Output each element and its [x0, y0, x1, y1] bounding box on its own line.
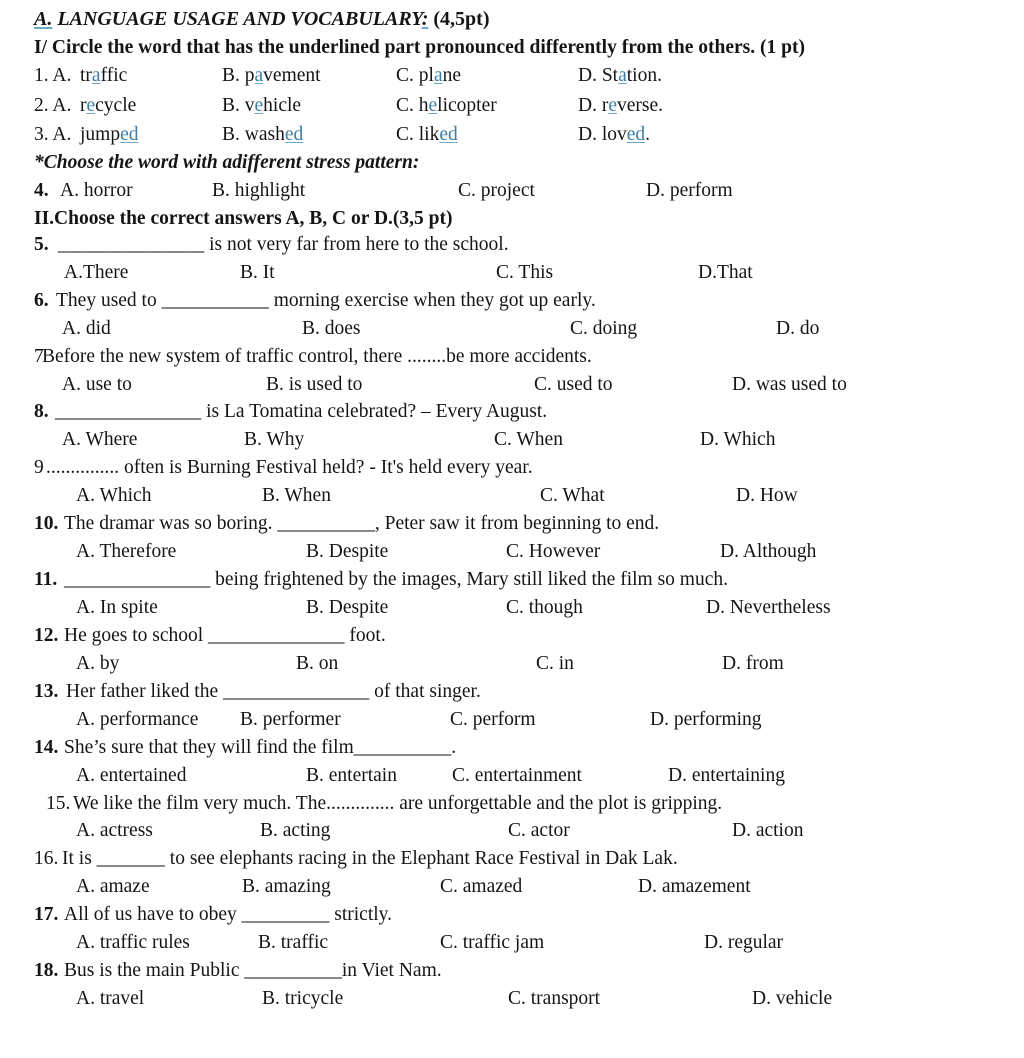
question-17-stem: [0, 901, 1024, 928]
question-7-stem: [0, 343, 1024, 370]
option-a: A. travel: [76, 988, 145, 1009]
question-10-stem: [0, 510, 1024, 537]
option-a: A. Which: [76, 485, 152, 506]
option-b: B. acting: [260, 820, 331, 841]
question-8-options: [0, 426, 1024, 453]
option-d: D. vehicle: [752, 988, 833, 1009]
section-points: (4,5pt): [428, 8, 490, 30]
question-text: Her father liked the _______________ of that singer.: [66, 681, 481, 702]
option-c: C. What: [540, 485, 605, 506]
question-text: Before the new system of traffic control, there ........be more accidents.: [42, 346, 592, 367]
option-a: A. Therefore: [76, 541, 177, 562]
option-a: A. performance: [76, 709, 199, 730]
option-d: D. regular: [704, 932, 784, 953]
question-15-stem: [0, 790, 1024, 817]
option-c: C. amazed: [440, 876, 523, 897]
option-d: D. action: [732, 820, 804, 841]
option-b: B. traffic: [258, 932, 329, 953]
question-8-stem: [0, 398, 1024, 425]
question-text: _______________ being frightened by the images, Mary still liked the film so much.: [64, 569, 728, 590]
option-c: C. though: [506, 597, 583, 618]
option-d: D. amazement: [638, 876, 751, 897]
question-6-stem: [0, 287, 1024, 314]
option-c: C. used to: [534, 374, 613, 395]
option-a: A. horror: [60, 180, 133, 201]
option-c: C. This: [496, 262, 554, 283]
question-text: He goes to school ______________ foot.: [64, 625, 386, 646]
question-number: 1. A.: [34, 65, 72, 86]
question-text: The dramar was so boring. __________, Peter saw it from beginning to end.: [64, 513, 660, 534]
question-6-options: [0, 315, 1024, 342]
question-number: 18.: [34, 960, 59, 981]
option-a: A. did: [62, 318, 111, 339]
option-b: B. entertain: [306, 765, 397, 786]
question-number: 2. A.: [34, 95, 72, 116]
option-b: B. Despite: [306, 541, 389, 562]
option-a: A. use to: [62, 374, 132, 395]
option-b: B. pavement: [222, 65, 321, 86]
option-c: C. perform: [450, 709, 536, 730]
option-a: A. actress: [76, 820, 153, 841]
option-a: A. Where: [62, 429, 138, 450]
option-b: B. When: [262, 485, 331, 506]
question-4: [0, 177, 1024, 204]
option-c: C. in: [536, 653, 574, 674]
option-b: B. vehicle: [222, 95, 302, 116]
option-c: C. helicopter: [396, 95, 497, 116]
option-a: jumped: [80, 124, 139, 145]
question-14-stem: [0, 734, 1024, 761]
option-d: D.That: [698, 262, 753, 283]
question-5-stem: [0, 231, 1024, 258]
option-d: D. Although: [720, 541, 817, 562]
question-11-options: [0, 594, 1024, 621]
option-d: D. reverse.: [578, 95, 664, 116]
question-number: 5.: [34, 234, 49, 255]
option-a: A. amaze: [76, 876, 150, 897]
section-title: [0, 6, 1024, 33]
section-title-text: LANGUAGE USAGE AND VOCABULARY: [52, 8, 422, 30]
question-text: It is _______ to see elephants racing in the Elephant Race Festival in Dak Lak.: [62, 848, 678, 869]
option-a: recycle: [80, 95, 137, 116]
question-12-options: [0, 650, 1024, 677]
option-d: D. Which: [700, 429, 776, 450]
question-number: 12.: [34, 625, 59, 646]
option-b: B. amazing: [242, 876, 331, 897]
option-c: C. plane: [396, 65, 461, 86]
option-a: A. by: [76, 653, 120, 674]
option-b: B. tricycle: [262, 988, 344, 1009]
question-number: 10.: [34, 513, 59, 534]
question-13-stem: [0, 678, 1024, 705]
option-c: C. traffic jam: [440, 932, 545, 953]
question-number: 15.: [46, 793, 71, 814]
question-number: 9: [34, 457, 44, 478]
question-text: We like the film very much. The.............. are unforgettable and the plot is gripping.: [73, 793, 723, 814]
question-2: [0, 92, 1024, 119]
question-number: 8.: [34, 401, 49, 422]
part1-heading: I/ Circle the word that has the underlined part pronounced differently from the others. (1 pt): [34, 37, 805, 58]
section-letter: A.: [34, 8, 53, 30]
question-1: [0, 62, 1024, 89]
option-a: A. traffic rules: [76, 932, 190, 953]
question-10-options: [0, 538, 1024, 565]
question-14-options: [0, 762, 1024, 789]
part2-heading: II.Choose the correct answers A, B, C or D.(3,5 pt): [34, 208, 453, 229]
option-d: D. Nevertheless: [706, 597, 831, 618]
question-15-options: [0, 817, 1024, 844]
option-a: traffic: [80, 65, 128, 86]
option-a: A. entertained: [76, 765, 187, 786]
question-number: 3. A.: [34, 124, 72, 145]
option-c: C. doing: [570, 318, 638, 339]
question-18-options: [0, 985, 1024, 1012]
stress-heading: *Choose the word with adifferent stress pattern:: [34, 152, 420, 173]
question-number: 14.: [34, 737, 59, 758]
question-text: They used to ___________ morning exercise when they got up early.: [56, 290, 596, 311]
question-9-stem: [0, 454, 1024, 481]
option-b: B. does: [302, 318, 361, 339]
option-b: B. on: [296, 653, 339, 674]
option-c: C. project: [458, 180, 535, 201]
question-3: [0, 121, 1024, 148]
option-c: C. When: [494, 429, 563, 450]
question-17-options: [0, 929, 1024, 956]
option-d: D. was used to: [732, 374, 847, 395]
question-text: ............... often is Burning Festival held? - It's held every year.: [46, 457, 533, 478]
option-b: B. Why: [244, 429, 305, 450]
question-7-options: [0, 371, 1024, 398]
question-number: 6.: [34, 290, 49, 311]
option-b: B. highlight: [212, 180, 306, 201]
question-5-options: [0, 259, 1024, 286]
option-a: A.There: [64, 262, 129, 283]
question-number: 17.: [34, 904, 59, 925]
question-number: 7: [34, 346, 44, 367]
question-number: 13.: [34, 681, 59, 702]
question-number: 4.: [34, 180, 49, 201]
question-number: 16.: [34, 848, 59, 869]
option-c: C. However: [506, 541, 601, 562]
option-c: C. liked: [396, 124, 458, 145]
question-18-stem: [0, 957, 1024, 984]
section-title-colon: :: [421, 8, 429, 30]
option-b: B. is used to: [266, 374, 363, 395]
question-text: _______________ is La Tomatina celebrated? – Every August.: [55, 401, 548, 422]
question-16-stem: [0, 845, 1024, 872]
option-b: B. It: [240, 262, 275, 283]
option-c: C. entertainment: [452, 765, 582, 786]
question-text: She’s sure that they will find the film__________.: [64, 737, 457, 758]
option-a: A. In spite: [76, 597, 158, 618]
option-d: D. do: [776, 318, 820, 339]
option-c: C. actor: [508, 820, 570, 841]
question-16-options: [0, 873, 1024, 900]
question-text: Bus is the main Public __________in Viet Nam.: [64, 960, 442, 981]
option-d: D. How: [736, 485, 798, 506]
question-text: _______________ is not very far from here to the school.: [58, 234, 509, 255]
question-13-options: [0, 706, 1024, 733]
question-11-stem: [0, 566, 1024, 593]
question-12-stem: [0, 622, 1024, 649]
option-b: B. Despite: [306, 597, 389, 618]
option-c: C. transport: [508, 988, 601, 1009]
option-b: B. washed: [222, 124, 304, 145]
option-d: D. from: [722, 653, 784, 674]
option-d: D. entertaining: [668, 765, 785, 786]
option-d: D. perform: [646, 180, 733, 201]
option-d: D. loved.: [578, 124, 651, 145]
option-d: D. performing: [650, 709, 762, 730]
option-d: D. Station.: [578, 65, 662, 86]
question-9-options: [0, 482, 1024, 509]
option-b: B. performer: [240, 709, 341, 730]
question-number: 11.: [34, 569, 58, 590]
question-text: All of us have to obey _________ strictly.: [64, 904, 393, 925]
